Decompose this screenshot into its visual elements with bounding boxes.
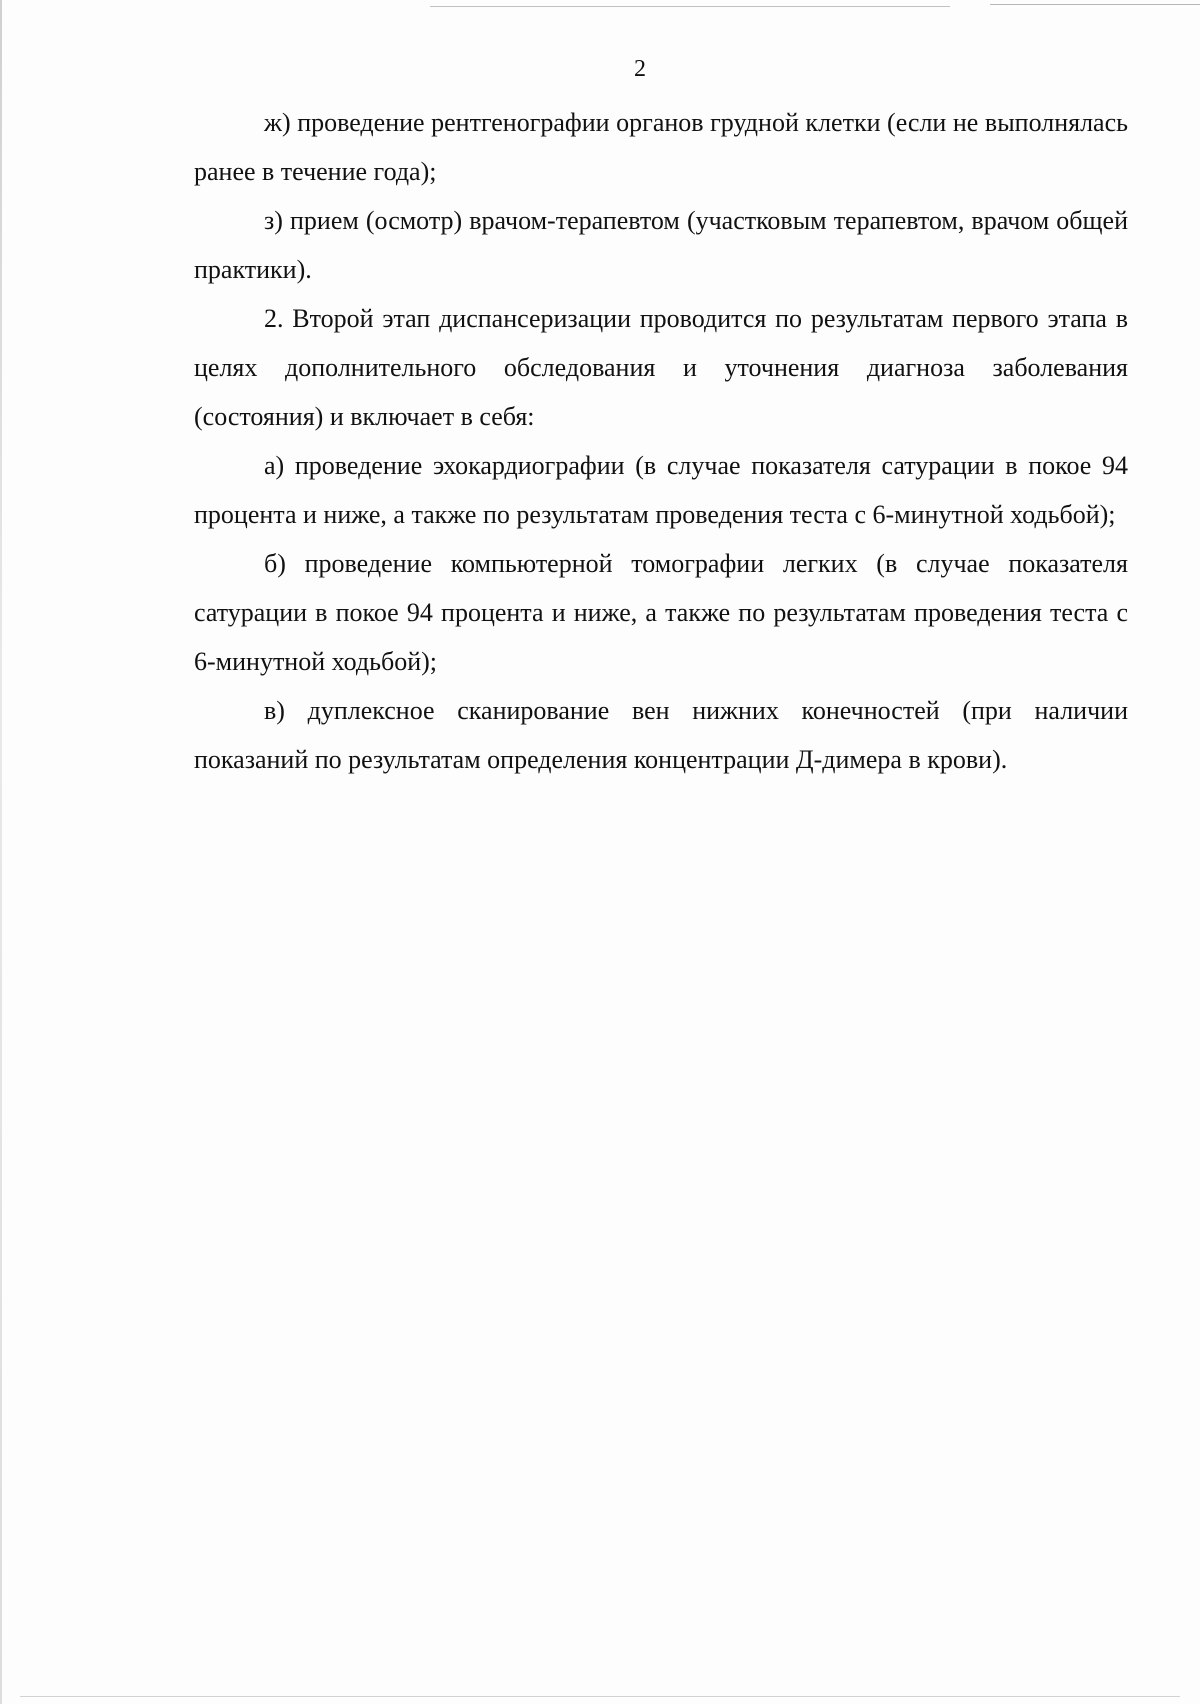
page-number: 2 bbox=[634, 56, 646, 82]
paragraph-item-v: в) дуплексное сканирование вен нижних конечностей (при наличии показаний по результатам определения концентрации Д-димера в крови). bbox=[194, 696, 1128, 774]
scan-edge bbox=[0, 0, 2, 1704]
paragraph-item-a: а) проведение эхокардиографии (в случае показателя сатурации в покое 94 процента и ниже, а также по результатам проведения теста с 6-минутной ходьбой); bbox=[194, 451, 1128, 529]
scan-artifact-line bbox=[990, 4, 1200, 5]
scan-artifact-line bbox=[430, 6, 950, 7]
scan-artifact-line bbox=[20, 1696, 1180, 1697]
paragraph-section-2: 2. Второй этап диспансеризации проводится по результатам первого этапа в целях дополнительного обследования и уточнения диагноза заболевания (состояния) и включает в себя: bbox=[194, 304, 1128, 431]
paragraph-item-b: б) проведение компьютерной томографии легких (в случае показателя сатурации в покое 94 процента и ниже, а также по результатам проведения теста с 6-минутной ходьбой); bbox=[194, 549, 1128, 676]
paragraph-item-zh: ж) проведение рентгенографии органов грудной клетки (если не выполнялась ранее в течение года); bbox=[194, 108, 1128, 186]
document-body bbox=[194, 98, 1128, 784]
paragraph-item-z: з) прием (осмотр) врачом-терапевтом (участковым терапевтом, врачом общей практики). bbox=[194, 206, 1128, 284]
